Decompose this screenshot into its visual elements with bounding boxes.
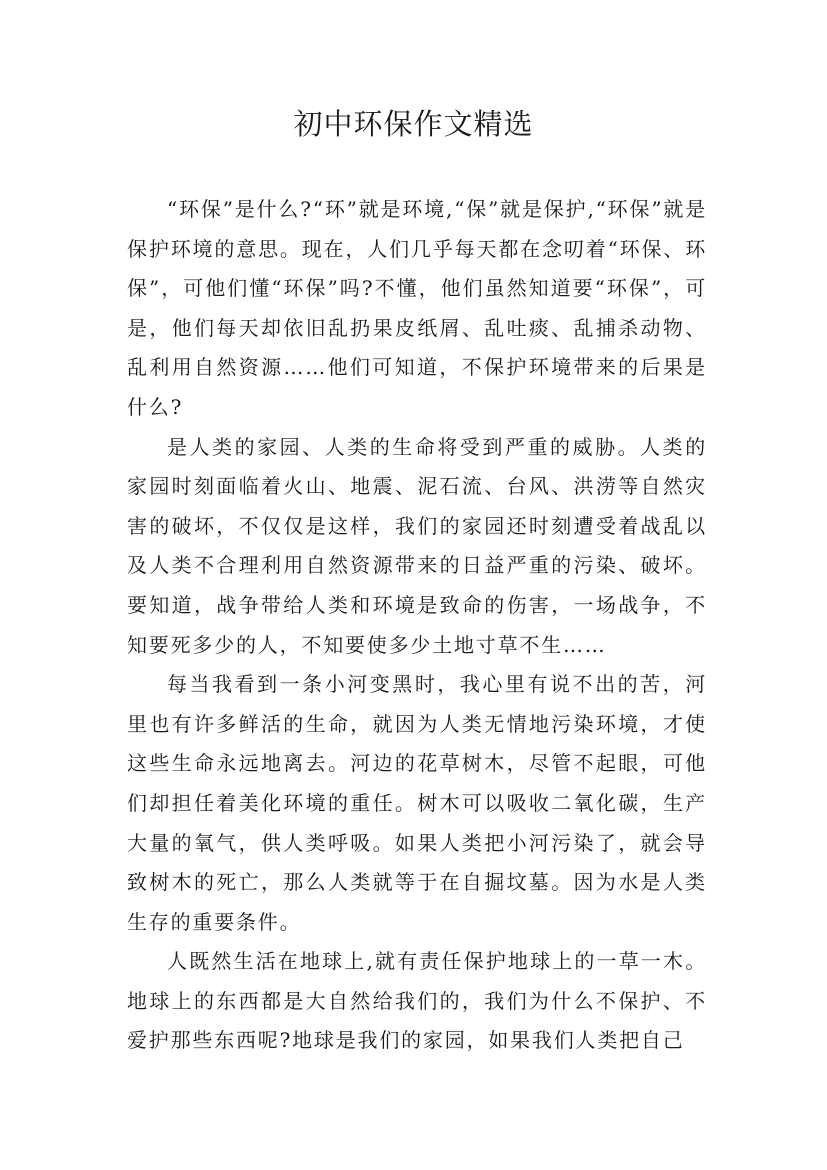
paragraph-3: 每当我看到一条小河变黑时，我心里有说不出的苦，河里也有许多鲜活的生命，就因为人类无情地污染环境，才使这些生命永远地离去。河边的花草树木，尽管不起眼，可他们却担任着美化环境的重任。树木可以吸收二氧化碳，生产大量的氧气，供人类呼吸。如果人类把小河污染了，就会导致树木的死亡，那么人类就等于在自掘坟墓。因为水是人类生存的重要条件。 bbox=[127, 672, 707, 934]
paragraph-2: 是人类的家园、人类的生命将受到严重的威胁。人类的家园时刻面临着火山、地震、泥石流、台风、洪涝等自然灾害的破坏，不仅仅是这样，我们的家园还时刻遭受着战乱以及人类不合理利用自然资源带来的日益严重的污染、破坏。要知道，战争带给人类和环境是致命的伤害，一场战争，不知要死多少的人，不知要使多少土地寸草不生…… bbox=[127, 434, 707, 657]
paragraph-4: 人既然生活在地球上,就有责任保护地球上的一草一木。地球上的东西都是大自然给我们的，我们为什么不保护、不爱护那些东西呢?地球是我们的家园，如果我们人类把自己 bbox=[127, 949, 707, 1053]
document-body bbox=[127, 190, 707, 1061]
paragraph-1: “环保”是什么?“环”就是环境,“保”就是保护,“环保”就是保护环境的意思。现在，人们几乎每天都在念叨着“环保、环保”，可他们懂“环保”吗?不懂，他们虽然知道要“环保”，可是，他们每天却依旧乱扔果皮纸屑、乱吐痰、乱捕杀动物、乱利用自然资源……他们可知道，不保护环境带来的后果是什么? bbox=[127, 197, 707, 419]
document-title: 初中环保作文精选 bbox=[293, 107, 534, 141]
